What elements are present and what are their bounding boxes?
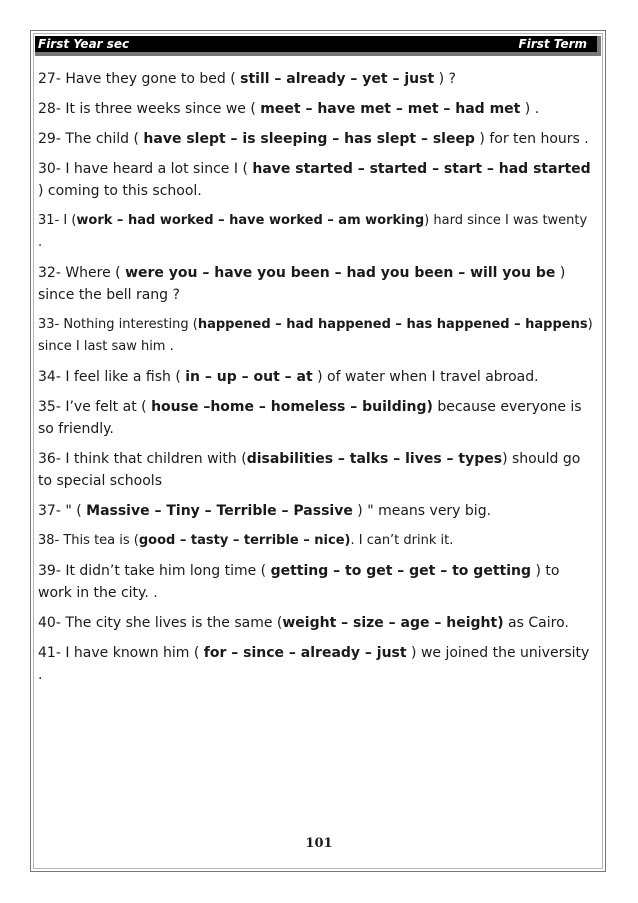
answer-options: Massive – Tiny – Terrible – Passive (86, 503, 353, 519)
question-text: I feel like a fish ( (60, 369, 186, 385)
question-text: ) " means very big. (352, 503, 492, 519)
question-number: 30- (38, 161, 61, 177)
question-text: because everyone is so friendly. (38, 399, 582, 437)
answer-options: weight – size – age – height) (282, 615, 504, 631)
question-number: 33- (38, 317, 60, 332)
question-number: 35- (38, 399, 61, 415)
question-text: This tea is ( (59, 533, 139, 548)
question-item (38, 128, 594, 150)
question-item (38, 642, 594, 686)
question-text: ) of water when I travel abroad. (312, 369, 539, 385)
answer-options: have started – started – start – had started (252, 161, 591, 177)
page-number: 101 (305, 836, 333, 851)
question-item (38, 612, 594, 634)
question-text: " ( (60, 503, 87, 519)
question-text: ) coming to this school. (38, 183, 202, 199)
answer-options: house –home – homeless – building) (151, 399, 433, 415)
question-item (38, 158, 594, 202)
question-item (38, 98, 594, 120)
answer-options: for – since – already – just (203, 645, 407, 661)
question-text: ) . (520, 101, 540, 117)
answer-options: good – tasty – terrible – nice) (138, 533, 351, 548)
question-item (38, 396, 594, 440)
question-text: Where ( (60, 265, 126, 281)
question-text: I have known him ( (60, 645, 204, 661)
question-item (38, 560, 594, 604)
question-item (38, 262, 594, 306)
answer-options: have slept – is sleeping – has slept – sleep (143, 131, 475, 147)
header-left-text: First Year sec (38, 37, 130, 51)
question-item (38, 210, 594, 254)
question-list (38, 68, 594, 694)
question-text: The child ( (60, 131, 144, 147)
question-text: Nothing interesting ( (59, 317, 198, 332)
question-text: . I can’t drink it. (350, 533, 454, 548)
question-text: I have heard a lot since I ( (60, 161, 253, 177)
question-number: 36- (38, 451, 61, 467)
answer-options: work – had worked – have worked – am working (76, 213, 425, 228)
question-text: I ( (59, 213, 77, 228)
question-text: I’ve felt at ( (60, 399, 152, 415)
question-number: 39- (38, 563, 61, 579)
answer-options: still – already – yet – just (240, 71, 435, 87)
answer-options: were you – have you been – had you been – will you be (125, 265, 556, 281)
question-text: The city she lives is the same ( (60, 615, 283, 631)
answer-options: meet – have met – met – had met (260, 101, 521, 117)
question-text: as Cairo. (503, 615, 569, 631)
question-item (38, 314, 594, 358)
question-number: 27- (38, 71, 61, 87)
question-item (38, 530, 594, 552)
question-number: 28- (38, 101, 61, 117)
question-text: ) ? (434, 71, 456, 87)
question-number: 32- (38, 265, 61, 281)
header-bar (35, 36, 601, 56)
question-text: ) since I last saw him . (38, 317, 593, 354)
question-number: 40- (38, 615, 61, 631)
question-text: It didn’t take him long time ( (60, 563, 271, 579)
question-item (38, 366, 594, 388)
question-number: 37- (38, 503, 61, 519)
question-text: ) for ten hours . (474, 131, 589, 147)
question-text: ) should go to special schools (38, 451, 581, 489)
question-number: 34- (38, 369, 61, 385)
question-text: ) hard since I was twenty . (38, 213, 588, 250)
question-number: 38- (38, 533, 60, 548)
question-text: ) to work in the city. . (38, 563, 560, 601)
question-item (38, 68, 594, 90)
answer-options: disabilities – talks – lives – types (246, 451, 503, 467)
question-number: 41- (38, 645, 61, 661)
answer-options: in – up – out – at (185, 369, 313, 385)
question-item (38, 448, 594, 492)
question-text: ) since the bell rang ? (38, 265, 566, 303)
answer-options: getting – to get – get – to getting (270, 563, 531, 579)
question-text: Have they gone to bed ( (60, 71, 241, 87)
question-item (38, 500, 594, 522)
answer-options: happened – had happened – has happened – happens (197, 317, 588, 332)
question-text: ) we joined the university . (38, 645, 590, 683)
question-number: 29- (38, 131, 61, 147)
question-text: I think that children with ( (60, 451, 247, 467)
question-text: It is three weeks since we ( (60, 101, 261, 117)
question-number: 31- (38, 213, 60, 228)
header-right-text: First Term (518, 37, 587, 51)
